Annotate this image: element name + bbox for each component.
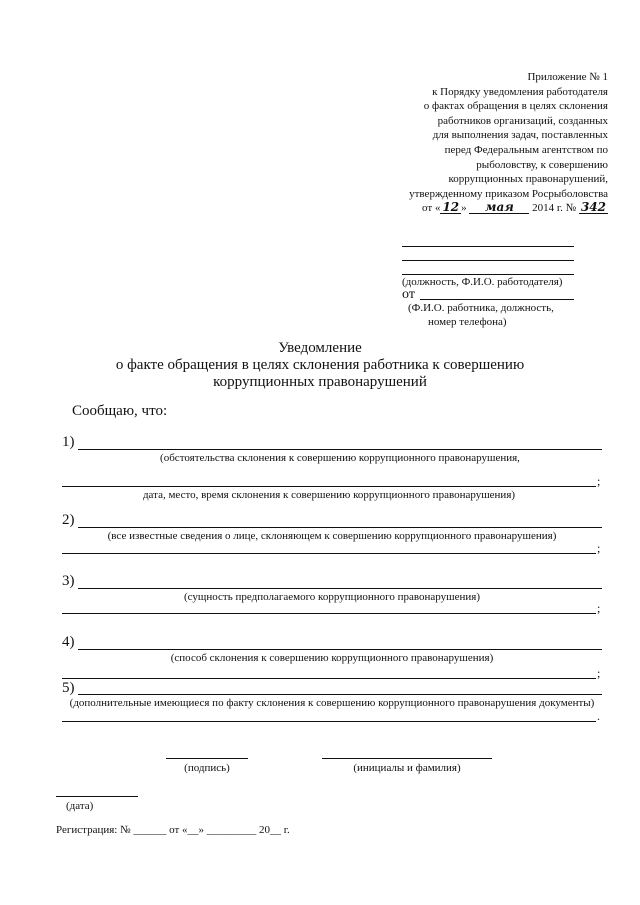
employer-blank-line-3[interactable] [402, 274, 574, 275]
appendix-line: перед Федеральным агентством по [444, 143, 608, 156]
item-5-line-1[interactable] [78, 694, 602, 695]
registration-line: Регистрация: № ______ от «__» _________ 20__ г. [56, 824, 290, 836]
date-prefix: от « [422, 202, 441, 215]
item-2-caption: (все известные сведения о лице, склоняющем к совершению коррупционного правонарушения) [107, 530, 557, 542]
item-1-caption-b: дата, место, время склонения к совершению коррупционного правонарушения) [142, 489, 516, 501]
appendix-line: работников организаций, созданных [437, 114, 608, 127]
appendix-line: к Порядку уведомления работодателя [432, 85, 608, 98]
date-line[interactable] [56, 796, 138, 797]
item-5-period: . [597, 709, 600, 723]
employee-caption-2: номер телефона) [428, 316, 507, 328]
item-number-4: 4) [62, 634, 75, 650]
item-3-line-2[interactable] [62, 613, 596, 614]
employee-caption-1: (Ф.И.О. работника, должность, [408, 302, 554, 314]
item-1-line-1[interactable] [78, 449, 602, 450]
signature-line[interactable] [166, 758, 248, 759]
appendix-line: для выполнения задач, поставленных [432, 129, 608, 142]
item-number-5: 5) [62, 680, 75, 696]
name-line[interactable] [322, 758, 492, 759]
item-4-semicolon: ; [597, 666, 601, 680]
document-title: Уведомление [278, 340, 362, 356]
item-3-semicolon: ; [597, 601, 601, 615]
appendix-line: Приложение № 1 [527, 71, 608, 83]
appendix-line: утвержденному приказом Росрыболовства [409, 187, 608, 200]
employer-caption: (должность, Ф.И.О. работодателя) [402, 276, 563, 288]
name-caption: (инициалы и фамилия) [353, 762, 461, 774]
item-3-caption: (сущность предполагаемого коррупционного правонарушения) [184, 591, 480, 603]
item-4-line-1[interactable] [78, 649, 602, 650]
appendix-line: коррупционных правонарушений, [448, 173, 608, 186]
document-subtitle-1: о факте обращения в целях склонения работника к совершению [115, 357, 525, 373]
handwritten-month: мая [469, 201, 529, 214]
item-number-2: 2) [62, 512, 75, 528]
item-2-line-2[interactable] [62, 553, 596, 554]
item-2-semicolon: ; [597, 541, 601, 555]
item-4-caption: (способ склонения к совершению коррупционного правонарушения) [170, 652, 494, 664]
item-number-1: 1) [62, 434, 75, 450]
from-label: от [402, 287, 415, 302]
item-4-line-2[interactable] [62, 678, 596, 679]
date-year: 2014 г. № [532, 202, 577, 215]
employer-blank-line-1[interactable] [402, 246, 574, 247]
date-caption: (дата) [66, 800, 94, 812]
appendix-line: о фактах обращения в целях склонения [423, 100, 608, 113]
item-1-caption-a: (обстоятельства склонения к совершению коррупционного правонарушения, [160, 452, 520, 464]
signature-caption: (подпись) [184, 762, 230, 774]
item-1-semicolon: ; [597, 474, 601, 488]
intro-text: Сообщаю, что: [72, 403, 168, 419]
appendix-date-line [348, 201, 608, 216]
handwritten-day: 12 [442, 200, 460, 215]
appendix-block [348, 70, 608, 216]
item-5-caption: (дополнительные имеющиеся по факту склонения к совершению коррупционного правонарушения документы) [69, 697, 595, 709]
employee-blank-line[interactable] [420, 299, 574, 300]
item-2-line-1[interactable] [78, 527, 602, 528]
handwritten-order-number: 342 [580, 200, 606, 215]
item-5-line-2[interactable] [62, 721, 596, 722]
date-mid: » [461, 202, 467, 215]
item-1-line-2[interactable] [62, 486, 596, 487]
item-3-line-1[interactable] [78, 588, 602, 589]
employer-blank-line-2[interactable] [402, 260, 574, 261]
document-subtitle-2: коррупционных правонарушений [213, 374, 427, 390]
appendix-line: рыболовству, к совершению [476, 158, 608, 171]
item-number-3: 3) [62, 573, 75, 589]
